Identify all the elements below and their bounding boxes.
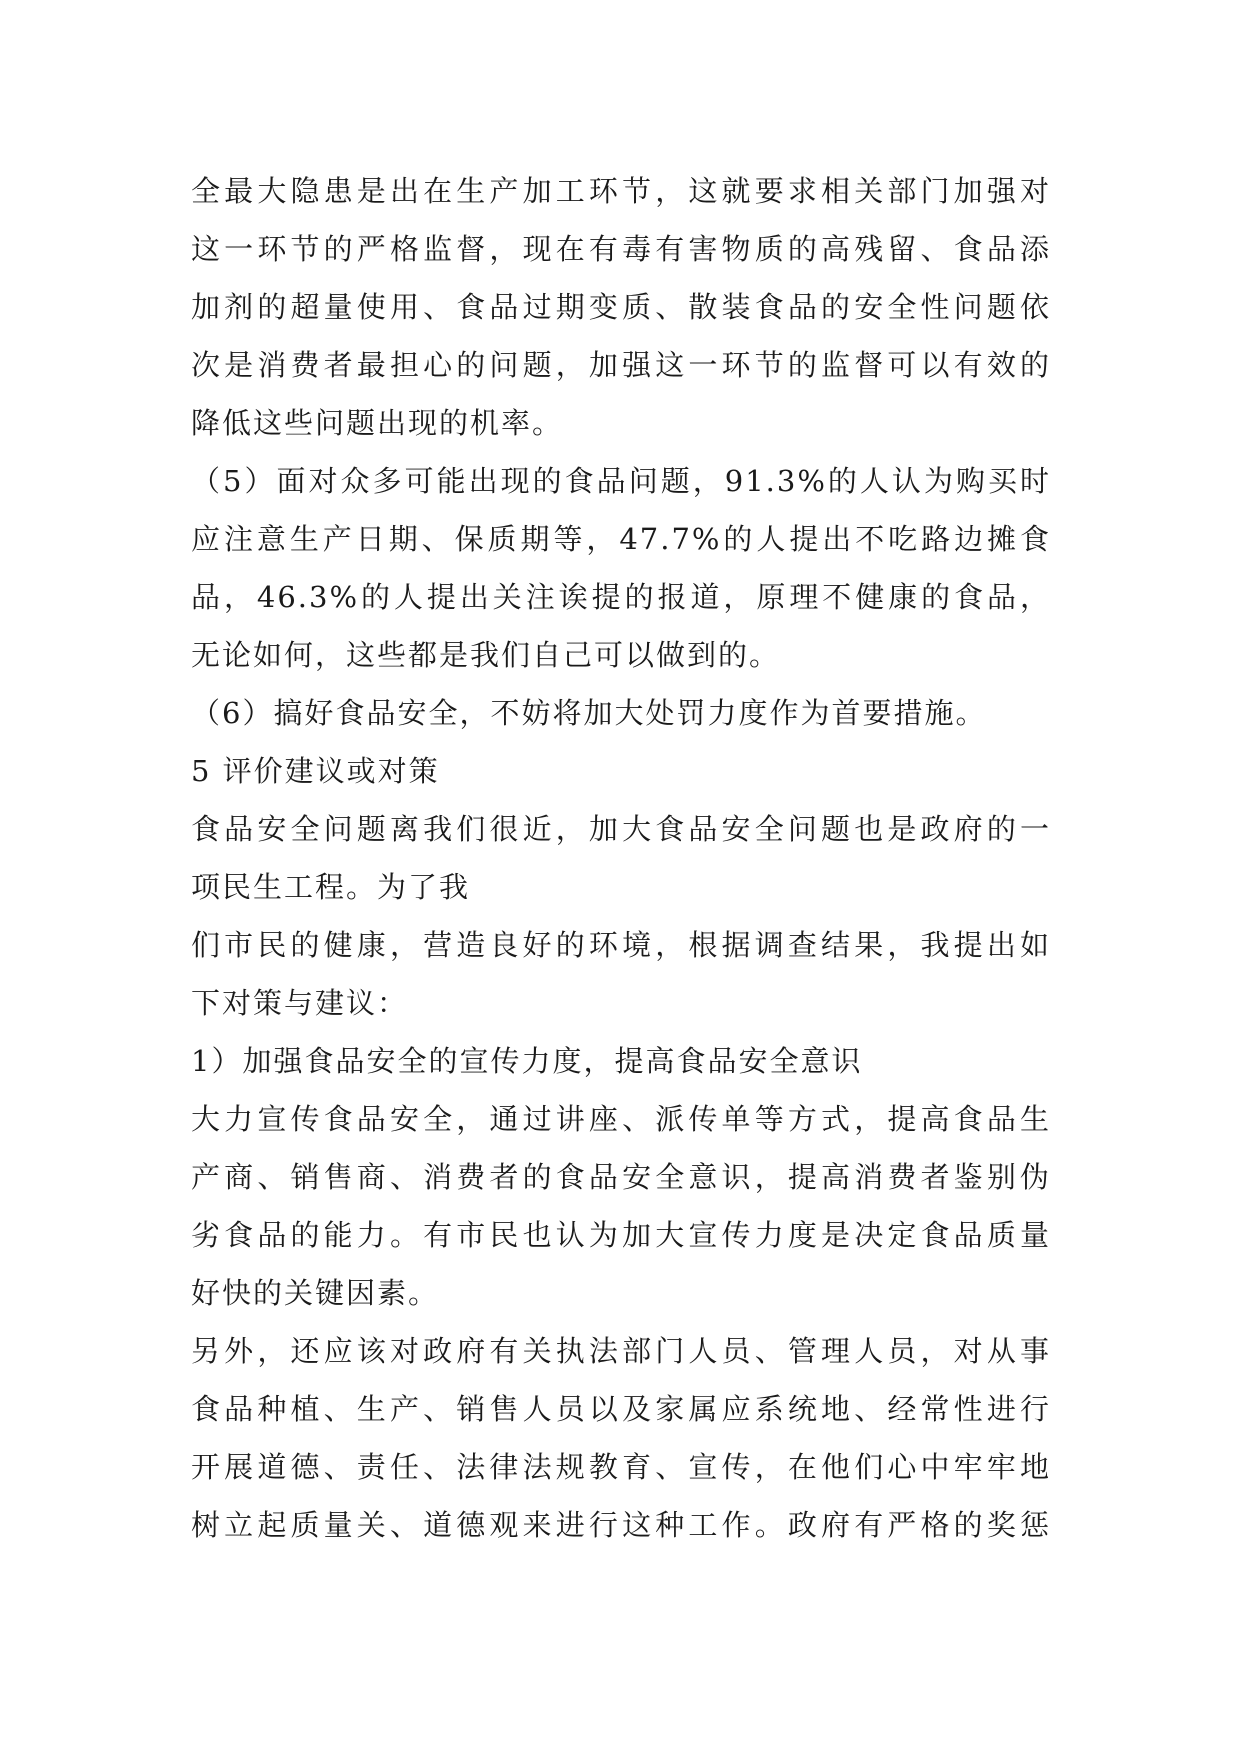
text-line: 另外，还应该对政府有关执法部门人员、管理人员，对从事: [191, 1334, 1051, 1368]
text-line: 好快的关键因素。: [191, 1276, 440, 1310]
text-line: 5 评价建议或对策: [191, 754, 440, 788]
text-line: 加剂的超量使用、食品过期变质、散装食品的安全性问题依: [191, 290, 1051, 324]
text-line: 下对策与建议：: [191, 986, 409, 1020]
text-line: 无论如何，这些都是我们自己可以做到的。: [191, 638, 781, 672]
text-line: 这一环节的严格监督，现在有毒有害物质的高残留、食品添: [191, 232, 1051, 266]
text-line: 次是消费者最担心的问题，加强这一环节的监督可以有效的: [191, 348, 1051, 382]
body-text: [191, 162, 1051, 1554]
text-line: （6）搞好食品安全，不妨将加大处罚力度作为首要措施。: [191, 696, 987, 730]
text-line: 劣食品的能力。有市民也认为加大宣传力度是决定食品质量: [191, 1218, 1051, 1252]
text-line: 降低这些问题出现的机率。: [191, 406, 564, 440]
text-line: 开展道德、责任、法律法规教育、宣传，在他们心中牢牢地: [191, 1450, 1051, 1484]
text-line: 们市民的健康，营造良好的环境，根据调查结果，我提出如: [191, 928, 1051, 962]
text-line: 食品种植、生产、销售人员以及家属应系统地、经常性进行: [191, 1392, 1051, 1426]
text-line: （5）面对众多可能出现的食品问题，91.3%的人认为购买时: [191, 464, 1051, 498]
text-line: 1）加强食品安全的宣传力度，提高食品安全意识: [191, 1044, 863, 1078]
text-line: 项民生工程。为了我: [191, 870, 471, 904]
text-line: 大力宣传食品安全，通过讲座、派传单等方式，提高食品生: [191, 1102, 1051, 1136]
text-line: 树立起质量关、道德观来进行这种工作。政府有严格的奖惩: [191, 1508, 1051, 1542]
text-line: 食品安全问题离我们很近，加大食品安全问题也是政府的一: [191, 812, 1051, 846]
text-line: 应注意生产日期、保质期等，47.7%的人提出不吃路边摊食: [191, 522, 1051, 556]
text-line: 品，46.3%的人提出关注诶提的报道，原理不健康的食品，: [191, 580, 1051, 614]
text-line: 全最大隐患是出在生产加工环节，这就要求相关部门加强对: [191, 174, 1051, 208]
text-line: 产商、销售商、消费者的食品安全意识，提高消费者鉴别伪: [191, 1160, 1051, 1194]
